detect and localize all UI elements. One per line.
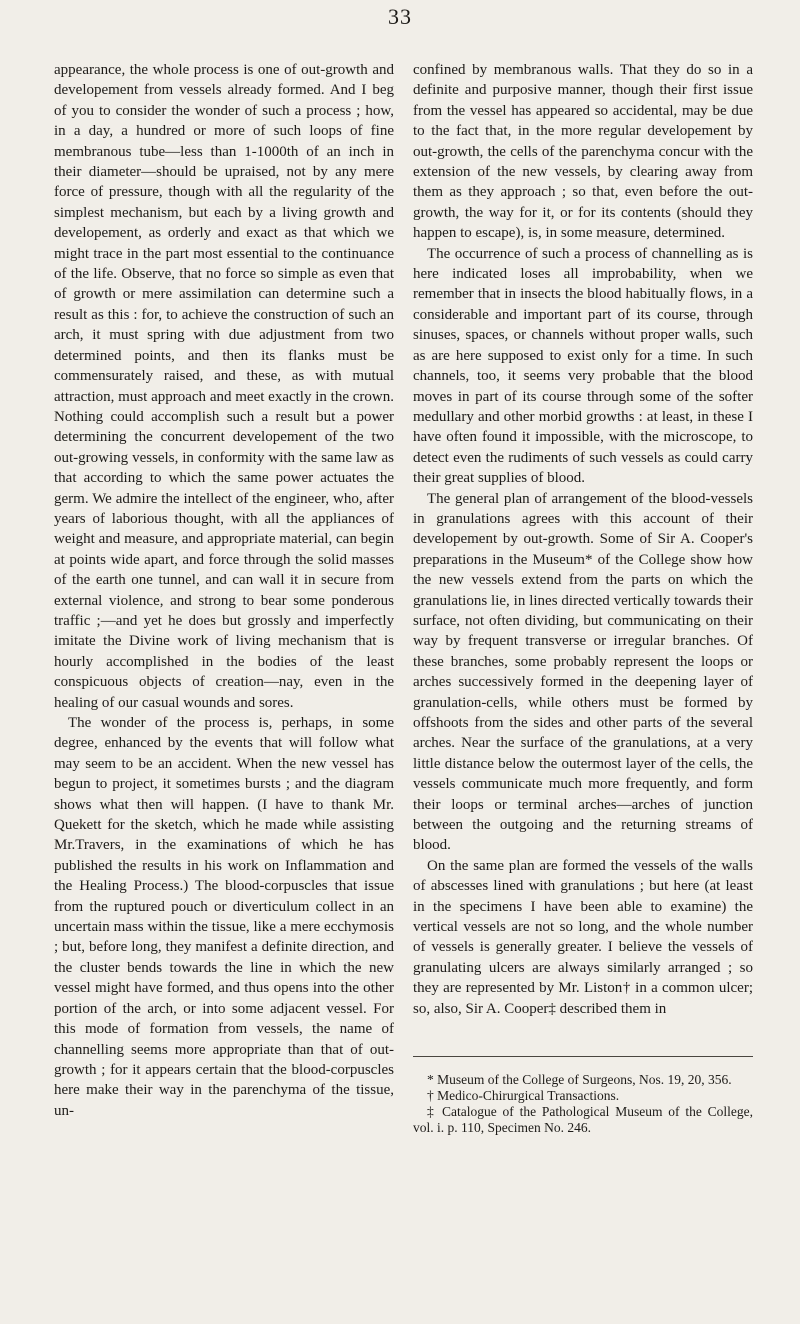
- right-column: [413, 60, 753, 1019]
- left-column: [54, 60, 394, 1121]
- paragraph: confined by membranous walls. That they do so in a definite and purposive manner, though their first issue from the vessel has appeared so accidental, may be due to the fact that, in the more regular developement by out-growth, the cells of the parenchyma concur with the extension of the new vessels, by clearing away from them as they approach ; so that, even before the out-growth, the way for it, or for its contents (should they happen to escape), is, in some measure, determined.: [413, 62, 753, 242]
- paragraph: The occurrence of such a process of channelling as is here indicated loses all improbability, when we remember that in insects the blood habitually flows, in a considerable and important part of its course, through sinuses, spaces, or channels without proper walls, such as are here supposed to exist only for a time. In such channels, too, it seems very probable that the blood moves in part of its course through some of the softer medullary and other morbid growths : at least, in these I have often found it impossible, with the microscope, to detect even the rudiments of such vessels as could carry their great supplies of blood.: [413, 245, 753, 487]
- page-number: 33: [388, 4, 412, 29]
- paragraph: The general plan of arrangement of the blood-vessels in granulations agrees with this account of their developement by out-growth. Some of Sir A. Cooper's preparations in the Museum* of the College show how the new vessels extend from the parts on which the granulations lie, in lines directed vertically towards their surface, not often dividing, but communicating on their way by frequent transverse or irregular branches. Of these branches, some probably represent the loops or arches successively formed in the deepening layer of granulation-cells, while others must be formed by offshoots from the sides and other parts of the several arches. Near the surface of the granulations, at a very little distance below the outermost layer of the cells, the vessels communicate much more frequently, and form their loops or terminal arches—arches of junction between the outgoing and the returning streams of blood.: [413, 490, 753, 854]
- paragraph: appearance, the whole process is one of out-growth and developement from vessels already formed. And I beg of you to consider the wonder of such a process ; how, in a day, a hundred or more of such loops of fine membranous tube—less than 1-1000th of an inch in their diameter—should be upraised, not by any mere force of pressure, though with all the regularity of the simplest mechanism, but each by a living growth and developement, as orderly and exact as that which we might trace in the part most essential to the continuance of the life. Observe, that no force so simple as even that of growth or mere assimilation can determine such a result as this : for, to achieve the construction of such an arch, it must spring with due adjustment from two determined points, and then its flanks must be commensurately raised, and these, as with mutual attraction, must approach and meet exactly in the crown. Nothing could accomplish such a result but a power determining the concurrent developement of the two out-growing vessels, in conformity with the same law as that according to which the same power actuates the germ. We admire the intellect of the engineer, who, after years of laborious thought, with all the appliances of weight and measure, and appropriate material, can begin at points wide apart, and force through the solid masses of the earth one tunnel, and can wall it in secure from external violence, and strong to bear some ponderous traffic ;—and yet he does but grossly and imperfectly imitate the Divine work of living mechanism that is hourly accomplished in the bodies of the least conspicuous objects of creation—nay, even in the healing of our casual wounds and sores.: [54, 62, 394, 711]
- footnote-divider: [413, 1056, 753, 1057]
- footnote: ‡ Catalogue of the Pathological Museum of the College, vol. i. p. 110, Specimen No. 246.: [413, 1104, 753, 1135]
- footnote: * Museum of the College of Surgeons, Nos. 19, 20, 356.: [427, 1072, 732, 1087]
- paragraph: The wonder of the process is, perhaps, in some degree, enhanced by the events that will follow what may seem to be an accident. When the new vessel has begun to project, it sometimes bursts ; and the diagram shows what then will happen. (I have to thank Mr. Quekett for the sketch, which he made while assisting Mr.Travers, in the examinations of which he has published the results in his work on Inflammation and the Healing Process.) The blood-corpuscles that issue from the ruptured pouch or diverticulum collect in an uncertain mass within the tissue, like a mere ecchymosis ; but, before long, they manifest a definite direction, and the cluster bends towards the line in which the new vessel might have formed, and thus opens into the other portion of the arch, or into some adjacent vessel. For this mode of formation from vessels, the name of channelling seems more appropriate than that of out-growth ; for it appears certain that the blood-corpuscles here make their way in the parenchyma of the tissue, un-: [54, 715, 394, 1119]
- footnote: † Medico-Chirurgical Transactions.: [427, 1088, 620, 1103]
- footnotes: [413, 1072, 753, 1136]
- paragraph: On the same plan are formed the vessels of the walls of abscesses lined with granulations ; but here (at least in the specimens I have been able to examine) the vertical vessels are not so long, and the whole number of vessels is generally greater. I believe the vessels of granulating ulcers are always similarly arranged ; so they are represented by Mr. Liston† in a common ulcer; so, also, Sir A. Cooper‡ described them in: [413, 857, 753, 1017]
